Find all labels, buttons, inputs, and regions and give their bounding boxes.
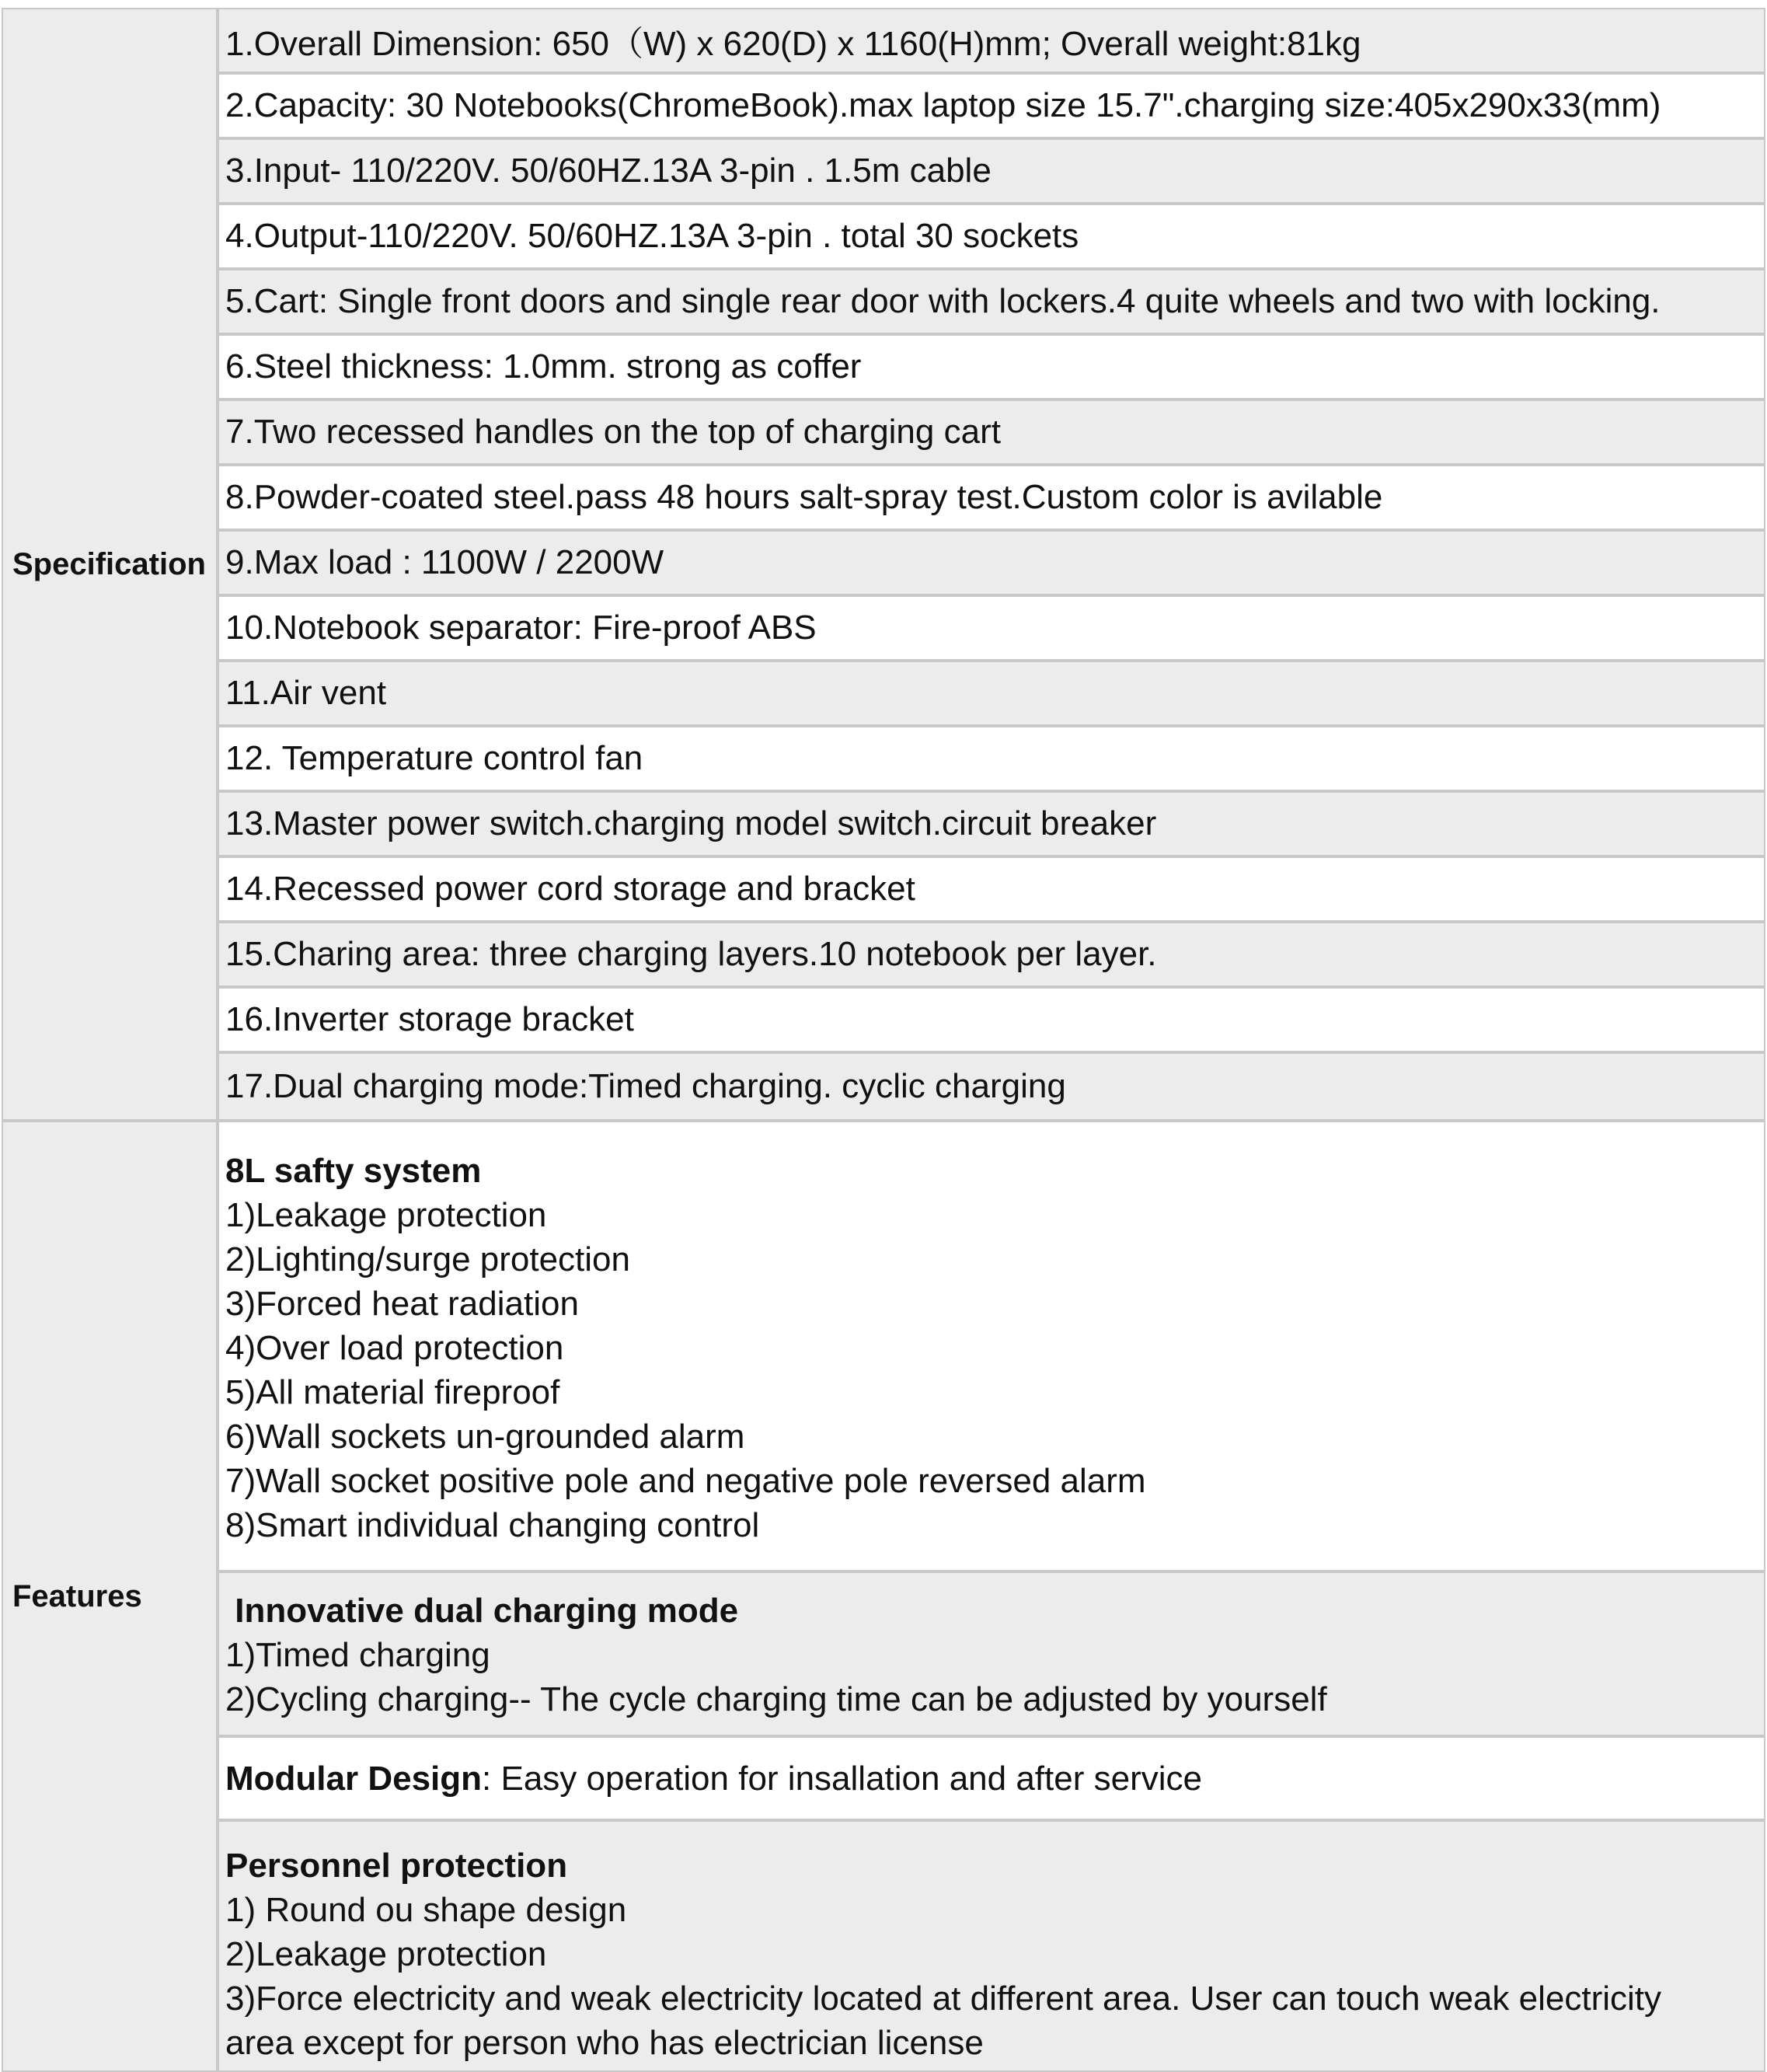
feature-modular-block (218, 1736, 1765, 1820)
feature-safety-block (218, 1121, 1765, 1571)
spec-row-3: 3.Input- 110/220V. 50/60HZ.13A 3-pin . 1.5m cable (218, 138, 1765, 204)
dual-mode-line: 2)Cycling charging-- The cycle charging time can be adjusted by yourself (225, 1680, 1327, 1718)
feature-personnel-block (218, 1820, 1765, 2072)
personnel-line: 2)Leakage protection (225, 1935, 547, 1973)
safety-line: 5)All material fireproof (225, 1373, 560, 1411)
personnel-line: 1) Round ou shape design (225, 1891, 627, 1929)
specification-label: Specification (2, 8, 218, 1121)
spec-row-12: 12. Temperature control fan (218, 726, 1765, 791)
modular-text: : Easy operation for insallation and after service (482, 1759, 1202, 1798)
spec-row-13: 13.Master power switch.charging model switch.circuit breaker (218, 791, 1765, 856)
spec-row-16: 16.Inverter storage bracket (218, 987, 1765, 1052)
safety-line: 1)Leakage protection (225, 1196, 547, 1234)
spec-row-9: 9.Max load : 1100W / 2200W (218, 530, 1765, 595)
safety-line: 4)Over load protection (225, 1329, 564, 1367)
feature-dual-mode-block (218, 1571, 1765, 1736)
spec-row-10: 10.Notebook separator: Fire-proof ABS (218, 595, 1765, 661)
features-label: Features (2, 1121, 218, 2072)
spec-row-2: 2.Capacity: 30 Notebooks(ChromeBook).max laptop size 15.7".charging size:405x290x33(mm) (218, 73, 1765, 138)
spec-row-17: 17.Dual charging mode:Timed charging. cyclic charging (218, 1052, 1765, 1121)
safety-line: 6)Wall sockets un-grounded alarm (225, 1418, 745, 1456)
spec-row-8: 8.Powder-coated steel.pass 48 hours salt-spray test.Custom color is avilable (218, 465, 1765, 530)
spec-row-7: 7.Two recessed handles on the top of charging cart (218, 399, 1765, 465)
spec-row-4: 4.Output-110/220V. 50/60HZ.13A 3-pin . total 30 sockets (218, 204, 1765, 269)
safety-line: 7)Wall socket positive pole and negative pole reversed alarm (225, 1462, 1146, 1500)
modular-title: Modular Design (225, 1759, 483, 1798)
safety-title: 8L safty system (225, 1152, 482, 1190)
spec-row-15: 15.Charing area: three charging layers.10 notebook per layer. (218, 922, 1765, 987)
dual-mode-title: Innovative dual charging mode (225, 1592, 739, 1630)
spec-row-6: 6.Steel thickness: 1.0mm. strong as coffer (218, 334, 1765, 399)
safety-line: 8)Smart individual changing control (225, 1506, 760, 1544)
dual-mode-line: 1)Timed charging (225, 1636, 490, 1674)
spec-row-1: 1.Overall Dimension: 650（W) x 620(D) x 1160(H)mm; Overall weight:81kg (218, 8, 1765, 73)
spec-row-5: 5.Cart: Single front doors and single rear door with lockers.4 quite wheels and two with locking. (218, 269, 1765, 334)
personnel-title: Personnel protection (225, 1847, 568, 1885)
spec-row-11: 11.Air vent (218, 661, 1765, 726)
personnel-line: area except for person who has electrician license (225, 2024, 984, 2062)
safety-line: 3)Forced heat radiation (225, 1285, 579, 1323)
safety-line: 2)Lighting/surge protection (225, 1240, 630, 1278)
spec-row-14: 14.Recessed power cord storage and bracket (218, 856, 1765, 922)
personnel-line: 3)Force electricity and weak electricity located at different area. User can touch weak electricity (225, 1980, 1661, 2018)
